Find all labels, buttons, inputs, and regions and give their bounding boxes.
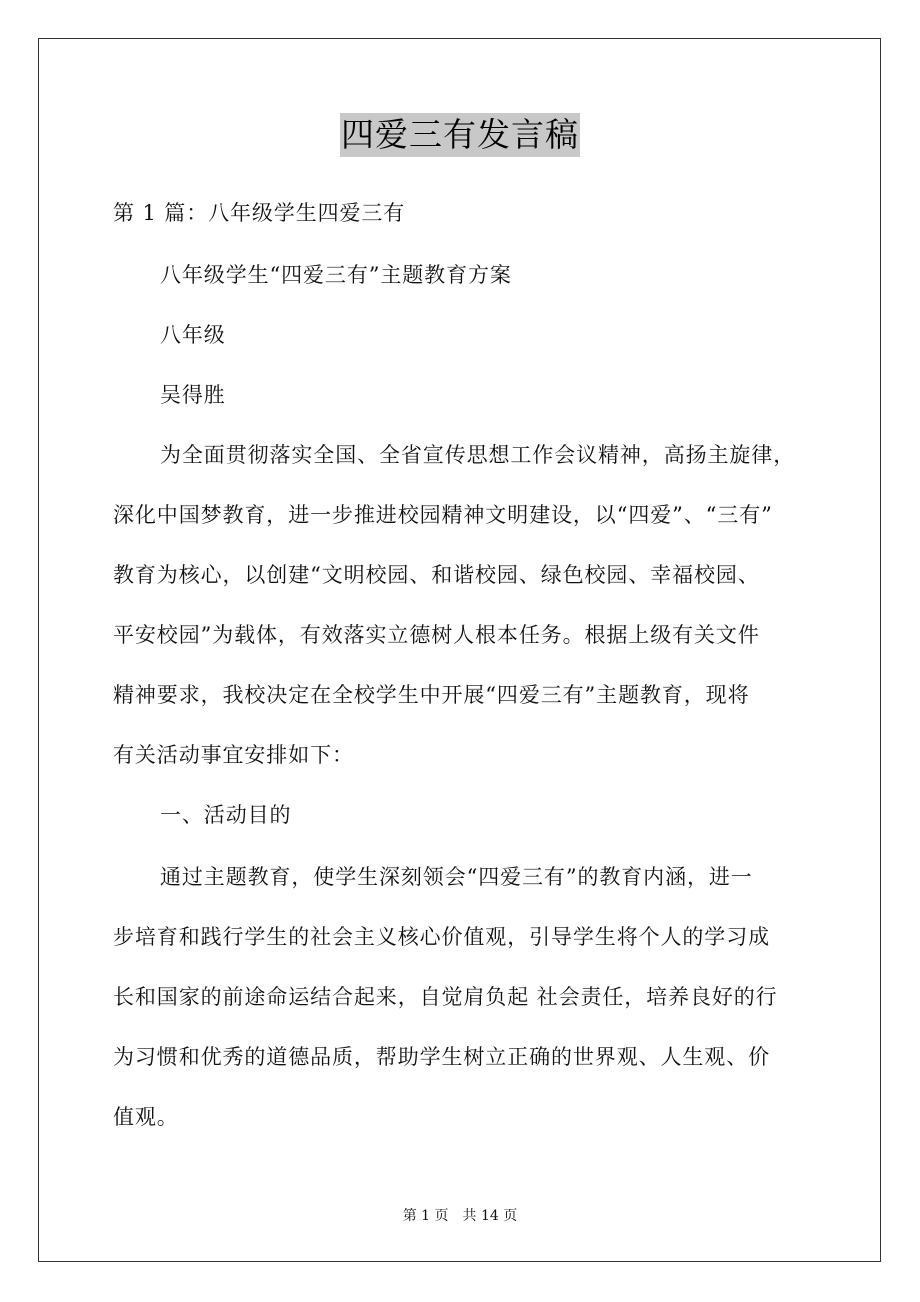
paragraph-line: 长和国家的前途命运结合起来，自觉肩负起 社会责任，培养良好的行 <box>113 985 778 1009</box>
paragraph-line: 为习惯和优秀的道德品质，帮助学生树立正确的世界观、人生观、价 <box>113 1045 770 1069</box>
paragraph-line: 通过主题教育，使学生深刻领会“四爱三有”的教育内涵，进一 <box>160 865 753 889</box>
page-number-footer: 第 1 页 共 14 页 <box>402 1208 518 1224</box>
paragraph-line: 值观。 <box>113 1105 179 1129</box>
paragraph-line: 平安校园”为载体，有效落实立德树人根本任务。根据上级有关文件 <box>113 623 760 647</box>
paragraph-line: 教育为核心，以创建“文明校园、和谐校园、绿色校园、幸福校园、 <box>113 563 760 587</box>
subheading: 一、活动目的 <box>160 803 292 827</box>
document-title: 四爱三有发言稿 <box>340 113 580 157</box>
paragraph-line: 深化中国梦教育，进一步推进校园精神文明建设，以“四爱”、“三有” <box>113 503 773 527</box>
paragraph-line: 八年级学生“四爱三有”主题教育方案 <box>160 263 512 287</box>
paragraph-line: 有关活动事宜安排如下： <box>113 743 354 767</box>
paragraph-line: 为全面贯彻落实全国、全省宣传思想工作会议精神，高扬主旋律， <box>160 443 796 467</box>
paragraph-line: 步培育和践行学生的社会主义核心价值观，引导学生将个人的学习成 <box>113 925 770 949</box>
paragraph-line: 精神要求，我校决定在全校学生中开展“四爱三有”主题教育，现将 <box>113 683 750 707</box>
paragraph-line: 吴得胜 <box>160 383 226 407</box>
paragraph-line: 八年级 <box>160 323 226 347</box>
section-heading: 第 1 篇：八年级学生四爱三有 <box>113 201 406 225</box>
